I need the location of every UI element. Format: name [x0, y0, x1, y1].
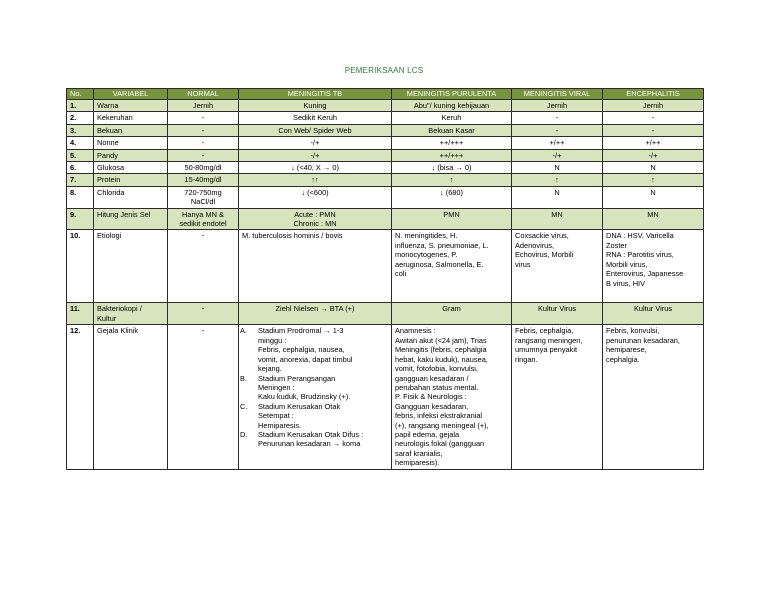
cell-encephalitis: MN: [603, 208, 704, 230]
cell-purulenta: Abu"/ kuning kehijauan: [392, 100, 512, 112]
cell-viral: Kultur Virus: [512, 303, 603, 325]
cell-encephalitis: -/+: [603, 149, 704, 161]
cell-viral: ↑: [512, 174, 603, 186]
cell-viral: Jernih: [512, 100, 603, 112]
cell-tb: [239, 325, 392, 469]
header-encephalitis: ENCEPHALITIS: [603, 89, 704, 100]
cell-tb: Sedikit Keruh: [239, 112, 392, 124]
row-no: 2.: [67, 112, 94, 124]
list-item: [242, 402, 388, 430]
list-item: [242, 430, 388, 449]
row-no: 5.: [67, 149, 94, 161]
row-variable: Nonne: [94, 137, 168, 149]
header-no: No.: [67, 89, 94, 100]
cell-normal: -: [168, 325, 239, 469]
list-text: Stadium Prodromal → 1-3 minggu : Febris, cephalgia, nausea, vomit, anorexia, dapat timbul kejang.: [258, 326, 353, 374]
cell-viral: Febris, cephalgia, rangsang meningen, umumnya penyakit ringan.: [512, 325, 603, 469]
row-no: 11.: [67, 303, 94, 325]
cell-encephalitis: DNA : HSV, Varicella Zoster RNA : Parotitis virus, Morbili virus, Enterovirus, Japanesse B virus, HIV: [603, 230, 704, 303]
cell-encephalitis: Jernih: [603, 100, 704, 112]
table-row: [67, 124, 704, 136]
cell-tb: ↓ (<600): [239, 186, 392, 208]
cell-purulenta: N. meningitides, H. influenza, S. pneumoniae, L. monocytogenes, P. aeruginosa, Salmonella, E. coli: [392, 230, 512, 303]
cell-viral: N: [512, 162, 603, 174]
cell-tb: ↓ (<40, X → 0): [239, 162, 392, 174]
list-marker: C.: [240, 401, 248, 411]
cell-normal: -: [168, 230, 239, 303]
header-normal: NORMAL: [168, 89, 239, 100]
cell-encephalitis: Kultur Virus: [603, 303, 704, 325]
row-variable: Gejala Klinik: [94, 325, 168, 469]
cell-viral: +/++: [512, 137, 603, 149]
row-no: 4.: [67, 137, 94, 149]
header-row: [67, 89, 704, 100]
cell-normal: 50-80mg/dl: [168, 162, 239, 174]
cell-tb: Kuning: [239, 100, 392, 112]
row-variable: Bakteriokopi / Kultur: [94, 303, 168, 325]
cell-purulenta: Bekuan Kasar: [392, 124, 512, 136]
cell-tb: Acute : PMN Chronic : MN: [239, 208, 392, 230]
list-marker: A.: [240, 326, 247, 336]
page-title: PEMERIKSAAN LCS: [344, 66, 424, 75]
list-text: Stadium Kerusakan Otak Setempat : Hemiparesis.: [258, 401, 341, 430]
cell-purulenta: Keruh: [392, 112, 512, 124]
cell-viral: -/+: [512, 149, 603, 161]
table-row: [67, 186, 704, 208]
cell-tb: -/+: [239, 137, 392, 149]
cell-encephalitis: ↑: [603, 174, 704, 186]
table-row: [67, 325, 704, 469]
header-meningitis-viral: MENINGITIS VIRAL: [512, 89, 603, 100]
list-item: [242, 374, 388, 402]
cell-encephalitis: N: [603, 162, 704, 174]
cell-normal: -: [168, 149, 239, 161]
stadium-list: [242, 326, 388, 448]
table-row: [67, 100, 704, 112]
lcs-table: [66, 88, 704, 470]
row-no: 7.: [67, 174, 94, 186]
cell-purulenta: Gram: [392, 303, 512, 325]
cell-purulenta: ++/+++: [392, 149, 512, 161]
cell-encephalitis: -: [603, 124, 704, 136]
cell-normal: -: [168, 303, 239, 325]
cell-purulenta: ++/+++: [392, 137, 512, 149]
row-variable: Warna: [94, 100, 168, 112]
table-row: [67, 112, 704, 124]
cell-purulenta: Anamnesis : Awitan akut (<24 jam), Trias Meningitis (febris, cephalgia hebat, kaku kuduk), nausea, vomit, fotofobia, konvulsi, gangguan kesadaran / perubahan status mental. P. Fisik & Neurologis : Gangguan kesadaran, febris, infeksi ekstrakranial (+), rangsang meningeal (+), papil edema, gejala neurologis fokal (gangguan saraf kranialis, hemiparesis).: [392, 325, 512, 469]
list-item: [242, 326, 388, 373]
table-row: [67, 230, 704, 303]
cell-purulenta: PMN: [392, 208, 512, 230]
cell-normal: -: [168, 137, 239, 149]
cell-normal: Hanya MN & sedikit endotel: [168, 208, 239, 230]
table-row: [67, 137, 704, 149]
row-no: 12.: [67, 325, 94, 469]
table-row: [67, 174, 704, 186]
cell-encephalitis: Febris, konvulsi, penurunan kesadaran, hemiparese, cephalgia.: [603, 325, 704, 469]
list-marker: B.: [240, 373, 247, 383]
row-no: 9.: [67, 208, 94, 230]
row-variable: Bekuan: [94, 124, 168, 136]
cell-viral: N: [512, 186, 603, 208]
cell-tb: Con Web/ Spider Web: [239, 124, 392, 136]
cell-purulenta: ↓ (bisa → 0): [392, 162, 512, 174]
table-row: [67, 162, 704, 174]
row-no: 6.: [67, 162, 94, 174]
cell-encephalitis: +/++: [603, 137, 704, 149]
cell-normal: -: [168, 124, 239, 136]
row-no: 3.: [67, 124, 94, 136]
row-variable: Pandy: [94, 149, 168, 161]
header-variabel: VARIABEL: [94, 89, 168, 100]
cell-encephalitis: -: [603, 112, 704, 124]
list-text: Stadium Perangsangan Meningen : Kaku kuduk, Brudzinsky (+).: [258, 373, 351, 402]
cell-normal: Jernih: [168, 100, 239, 112]
row-variable: Chlorida: [94, 186, 168, 208]
cell-normal: 720-750mg NaCl/dl: [168, 186, 239, 208]
cell-viral: Coxsackie virus, Adenovirus, Echovirus, Morbili virus: [512, 230, 603, 303]
cell-viral: MN: [512, 208, 603, 230]
cell-normal: 15-40mg/dl: [168, 174, 239, 186]
list-marker: D.: [240, 429, 248, 439]
cell-tb: Ziehl Nielsen → BTA (+): [239, 303, 392, 325]
row-no: 8.: [67, 186, 94, 208]
cell-viral: -: [512, 112, 603, 124]
cell-tb: ↑↑: [239, 174, 392, 186]
header-meningitis-tb: MENINGITIS TB: [239, 89, 392, 100]
cell-encephalitis: N: [603, 186, 704, 208]
table-row: [67, 208, 704, 230]
row-variable: Protein: [94, 174, 168, 186]
list-text: Stadium Kerusakan Otak Difus : Penurunan kesadaran → koma: [258, 429, 364, 449]
row-variable: Etiologi: [94, 230, 168, 303]
table-row: [67, 149, 704, 161]
row-variable: Hitung Jenis Sel: [94, 208, 168, 230]
cell-tb: -/+: [239, 149, 392, 161]
row-variable: Kekeruhan: [94, 112, 168, 124]
cell-purulenta: ↓ (680): [392, 186, 512, 208]
row-variable: Glukosa: [94, 162, 168, 174]
header-meningitis-purulenta: MENINGITIS PURULENTA: [392, 89, 512, 100]
table-row: [67, 303, 704, 325]
cell-viral: -: [512, 124, 603, 136]
cell-normal: -: [168, 112, 239, 124]
row-no: 10.: [67, 230, 94, 303]
row-no: 1.: [67, 100, 94, 112]
cell-purulenta: ↑: [392, 174, 512, 186]
cell-tb: M. tuberculosis hominis / bovis: [239, 230, 392, 303]
